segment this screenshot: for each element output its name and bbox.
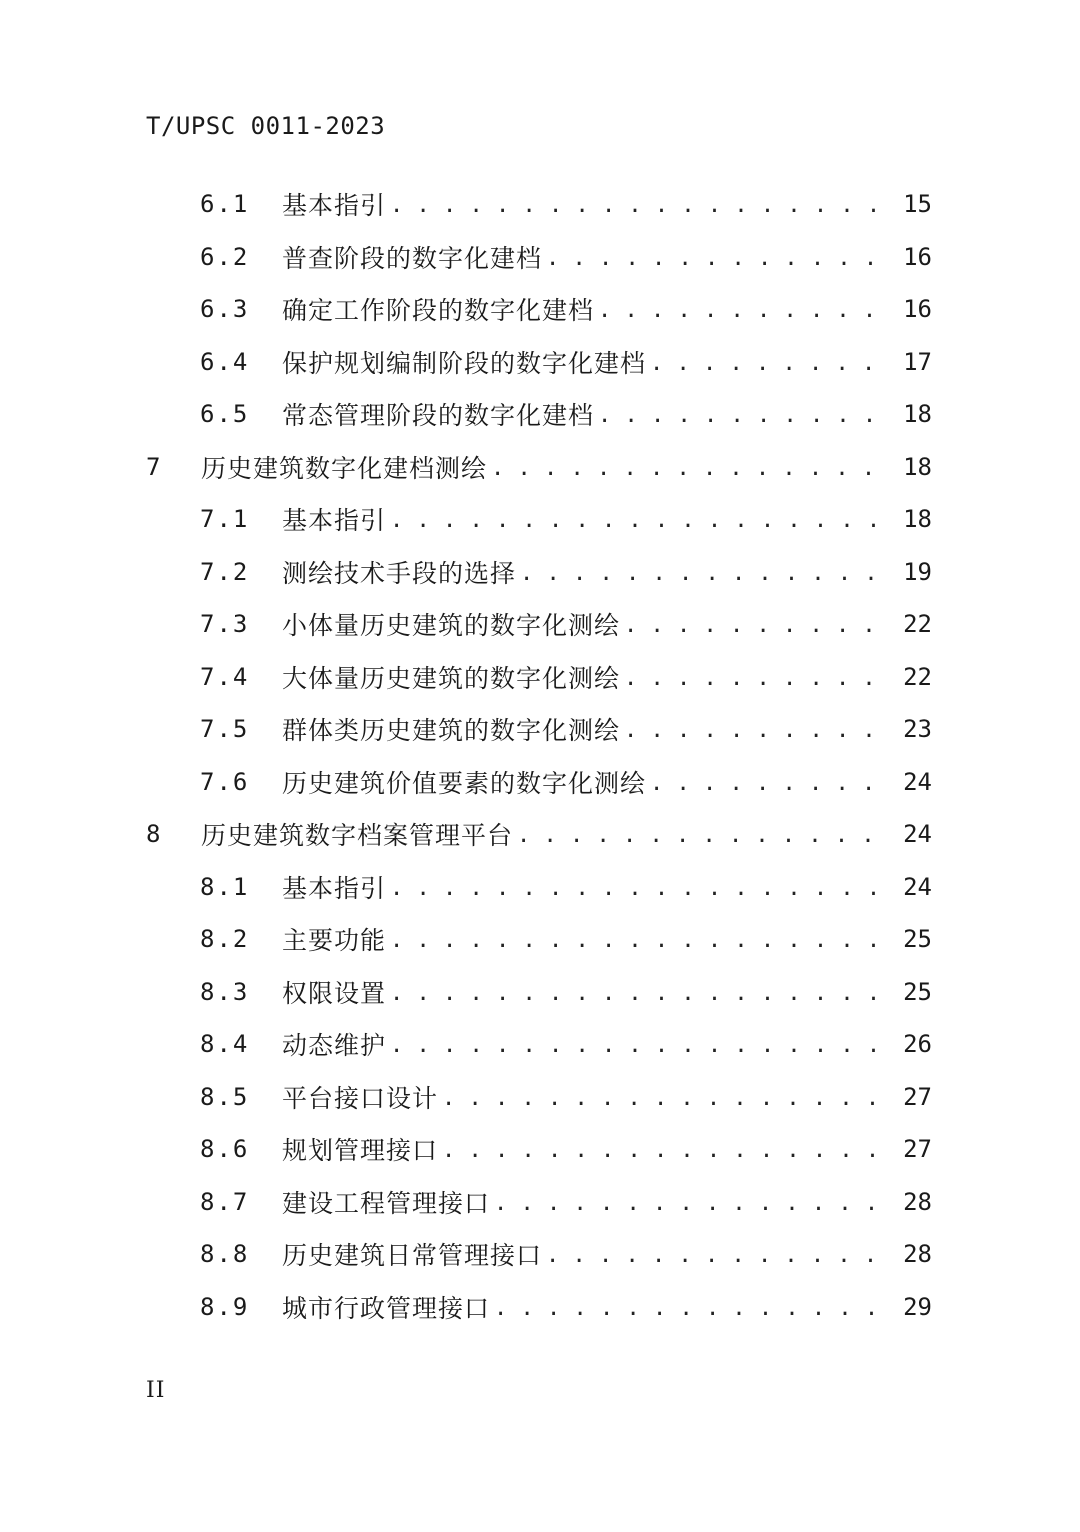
toc-entry-title: 大体量历史建筑的数字化测绘 <box>282 663 621 693</box>
toc-entry-page: 24 <box>903 872 932 901</box>
toc-dot-leader <box>598 300 890 322</box>
toc-entry-title: 历史建筑价值要素的数字化测绘 <box>282 768 647 798</box>
toc-entry[interactable] <box>0 703 1080 756</box>
toc-dot-leader <box>650 773 890 795</box>
toc-chapter-entry[interactable] <box>0 441 1080 494</box>
page-number-footer: II <box>146 1378 166 1403</box>
toc-entry-title: 普查阶段的数字化建档 <box>282 243 543 273</box>
toc-entry[interactable] <box>0 651 1080 704</box>
toc-entry[interactable] <box>0 388 1080 441</box>
toc-entry[interactable] <box>0 1123 1080 1176</box>
toc-entry[interactable] <box>0 756 1080 809</box>
toc-chapter-number: 8 <box>146 820 161 849</box>
toc-dot-leader <box>390 195 890 217</box>
toc-entry-number: 8.5 <box>200 1082 250 1111</box>
toc-entry[interactable] <box>0 231 1080 284</box>
toc-entry-page: 25 <box>903 977 932 1006</box>
toc-entry[interactable] <box>0 336 1080 389</box>
toc-entry-number: 7.4 <box>200 662 250 691</box>
toc-entry-number: 8.3 <box>200 977 250 1006</box>
toc-entry[interactable] <box>0 493 1080 546</box>
toc-entry-title: 基本指引 <box>282 873 387 903</box>
toc-dot-leader <box>624 615 890 637</box>
toc-dot-leader <box>546 1245 890 1267</box>
toc-entry-page: 28 <box>903 1240 932 1269</box>
toc-entry-number: 8.4 <box>200 1030 250 1059</box>
toc-entry[interactable] <box>0 913 1080 966</box>
toc-entry-number: 8.9 <box>200 1292 250 1321</box>
toc-entry-title: 基本指引 <box>282 506 387 536</box>
toc-entry-page: 27 <box>903 1082 932 1111</box>
toc-chapter-title: 历史建筑数字档案管理平台 <box>201 821 514 851</box>
toc-entry-page: 18 <box>903 505 932 534</box>
toc-chapter-title: 历史建筑数字化建档测绘 <box>201 453 488 483</box>
toc-dot-leader <box>650 353 890 375</box>
toc-dot-leader <box>442 1140 890 1162</box>
toc-entry-number: 8.6 <box>200 1135 250 1164</box>
toc-entry-title: 权限设置 <box>282 978 387 1008</box>
toc-dot-leader <box>390 878 890 900</box>
toc-dot-leader <box>390 1035 890 1057</box>
toc-entry-number: 7.2 <box>200 557 250 586</box>
toc-entry-page: 25 <box>903 925 932 954</box>
toc-entry-title: 平台接口设计 <box>282 1083 439 1113</box>
toc-entry-title: 主要功能 <box>282 926 387 956</box>
toc-dot-leader <box>390 983 890 1005</box>
toc-entry-page: 22 <box>903 662 932 691</box>
toc-entry-number: 8.7 <box>200 1187 250 1216</box>
toc-entry-title: 历史建筑日常管理接口 <box>282 1241 543 1271</box>
toc-entry-number: 7.5 <box>200 715 250 744</box>
toc-entry[interactable] <box>0 1176 1080 1229</box>
toc-dot-leader <box>598 405 890 427</box>
toc-entry-number: 8.8 <box>200 1240 250 1269</box>
toc-entry[interactable] <box>0 598 1080 651</box>
toc-entry-title: 城市行政管理接口 <box>282 1293 491 1323</box>
toc-entry[interactable] <box>0 1228 1080 1281</box>
toc-dot-leader <box>390 930 890 952</box>
toc-entry-page: 24 <box>903 767 932 796</box>
toc-entry-number: 7.1 <box>200 505 250 534</box>
toc-entry-number: 7.6 <box>200 767 250 796</box>
toc-entry[interactable] <box>0 1018 1080 1071</box>
toc-entry-page: 16 <box>903 242 932 271</box>
toc-dot-leader <box>546 248 890 270</box>
toc-chapter-entry[interactable] <box>0 808 1080 861</box>
toc-entry[interactable] <box>0 283 1080 336</box>
toc-entry-page: 26 <box>903 1030 932 1059</box>
toc-entry-page: 28 <box>903 1187 932 1216</box>
toc-entry[interactable] <box>0 966 1080 1019</box>
toc-entry-title: 测绘技术手段的选择 <box>282 558 517 588</box>
toc-entry-title: 确定工作阶段的数字化建档 <box>282 296 595 326</box>
toc-entry-page: 16 <box>903 295 932 324</box>
toc-entry-page: 29 <box>903 1292 932 1321</box>
toc-entry-page: 18 <box>903 452 932 481</box>
toc-dot-leader <box>494 1298 890 1320</box>
toc-dot-leader <box>624 668 890 690</box>
toc-entry-number: 8.1 <box>200 872 250 901</box>
toc-entry-page: 18 <box>903 400 932 429</box>
toc-entry-title: 动态维护 <box>282 1031 387 1061</box>
toc-entry-title: 规划管理接口 <box>282 1136 439 1166</box>
toc-entry-number: 6.1 <box>200 190 250 219</box>
toc-chapter-number: 7 <box>146 452 161 481</box>
toc-entry[interactable] <box>0 861 1080 914</box>
toc-entry-title: 群体类历史建筑的数字化测绘 <box>282 716 621 746</box>
toc-entry-title: 保护规划编制阶段的数字化建档 <box>282 348 647 378</box>
toc-dot-leader <box>624 720 890 742</box>
toc-dot-leader <box>517 825 890 847</box>
toc-entry-number: 6.2 <box>200 242 250 271</box>
document-code-header: T/UPSC 0011-2023 <box>146 112 386 140</box>
toc-entry-page: 27 <box>903 1135 932 1164</box>
toc-entry-page: 15 <box>903 190 932 219</box>
toc-entry-number: 6.5 <box>200 400 250 429</box>
toc-entry-page: 23 <box>903 715 932 744</box>
toc-entry-page: 24 <box>903 820 932 849</box>
toc-dot-leader <box>494 1193 890 1215</box>
toc-dot-leader <box>520 563 890 585</box>
toc-entry-number: 7.3 <box>200 610 250 639</box>
toc-entry[interactable] <box>0 546 1080 599</box>
toc-entry-number: 8.2 <box>200 925 250 954</box>
toc-dot-leader <box>442 1088 890 1110</box>
toc-entry-number: 6.4 <box>200 347 250 376</box>
toc-dot-leader <box>390 510 890 532</box>
toc-entry-page: 22 <box>903 610 932 639</box>
toc-entry[interactable] <box>0 1071 1080 1124</box>
toc-entry-title: 建设工程管理接口 <box>282 1188 491 1218</box>
toc-entry-page: 19 <box>903 557 932 586</box>
toc-entry[interactable] <box>0 178 1080 231</box>
toc-entry-page: 17 <box>903 347 932 376</box>
toc-entry-title: 基本指引 <box>282 191 387 221</box>
toc-entry-title: 小体量历史建筑的数字化测绘 <box>282 611 621 641</box>
toc-entry-title: 常态管理阶段的数字化建档 <box>282 401 595 431</box>
toc-entry-number: 6.3 <box>200 295 250 324</box>
toc-dot-leader <box>491 458 890 480</box>
toc-entry[interactable] <box>0 1281 1080 1334</box>
table-of-contents <box>0 178 1080 1333</box>
